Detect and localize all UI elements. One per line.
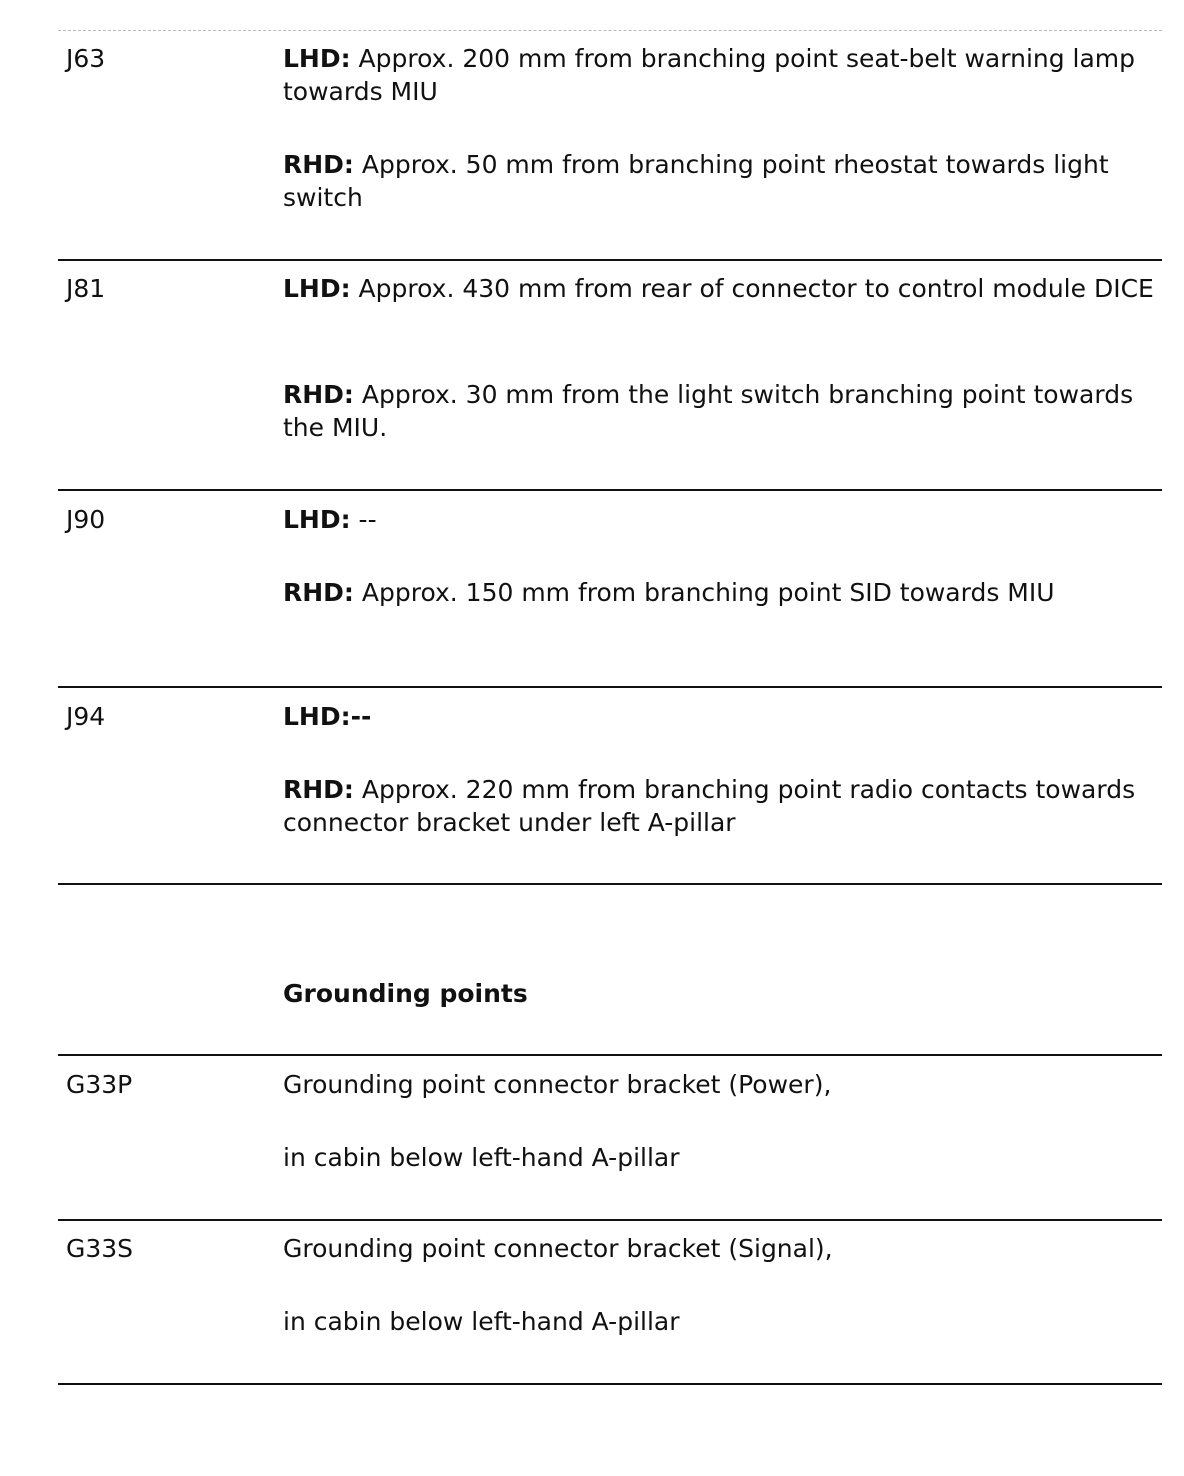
row-divider	[58, 489, 1162, 491]
row-code-j90: J90	[66, 505, 106, 534]
rhd-label: RHD:	[283, 775, 354, 804]
row-divider	[58, 1219, 1162, 1221]
top-divider	[58, 30, 1162, 31]
row-j63-lhd	[283, 42, 1158, 108]
row-code-j94: J94	[66, 702, 106, 731]
lhd-label: LHD:--	[283, 702, 372, 731]
row-g33s-line1: Grounding point connector bracket (Signal),	[283, 1234, 833, 1263]
row-g33p-line1: Grounding point connector bracket (Power),	[283, 1070, 832, 1099]
row-code-j63: J63	[66, 44, 106, 73]
lhd-text: Approx. 200 mm from branching point seat-belt warning lamp towards MIU	[283, 44, 1136, 106]
rhd-label: RHD:	[283, 578, 354, 607]
section-heading: Grounding points	[283, 979, 528, 1008]
row-divider	[58, 259, 1162, 261]
row-j94-rhd	[283, 773, 1158, 839]
rhd-text: Approx. 50 mm from branching point rheostat towards light switch	[283, 150, 1109, 212]
row-code-g33s: G33S	[66, 1234, 134, 1263]
row-code-g33p: G33P	[66, 1070, 133, 1099]
row-j90-lhd	[283, 503, 1158, 536]
row-j94-lhd	[283, 700, 1158, 733]
row-divider	[58, 1054, 1162, 1056]
lhd-label: LHD:	[283, 505, 351, 534]
rhd-text: Approx. 220 mm from branching point radio contacts towards connector bracket under left A-pillar	[283, 775, 1136, 837]
row-j90-rhd	[283, 576, 1158, 609]
row-divider	[58, 1383, 1162, 1385]
row-j63-rhd	[283, 148, 1158, 214]
row-divider	[58, 686, 1162, 688]
lhd-text: Approx. 430 mm from rear of connector to control module DICE	[350, 274, 1154, 303]
row-g33s-line2: in cabin below left-hand A-pillar	[283, 1307, 680, 1336]
rhd-label: RHD:	[283, 150, 354, 179]
row-j81-lhd	[283, 272, 1158, 305]
row-code-j81: J81	[66, 274, 106, 303]
row-j81-rhd	[283, 378, 1158, 444]
rhd-label: RHD:	[283, 380, 354, 409]
rhd-text: Approx. 30 mm from the light switch branching point towards the MIU.	[283, 380, 1134, 442]
lhd-label: LHD:	[283, 44, 351, 73]
row-g33p-line2: in cabin below left-hand A-pillar	[283, 1143, 680, 1172]
lhd-text: --	[350, 505, 377, 534]
rhd-text: Approx. 150 mm from branching point SID towards MIU	[353, 578, 1055, 607]
row-divider	[58, 883, 1162, 885]
lhd-label: LHD:	[283, 274, 351, 303]
